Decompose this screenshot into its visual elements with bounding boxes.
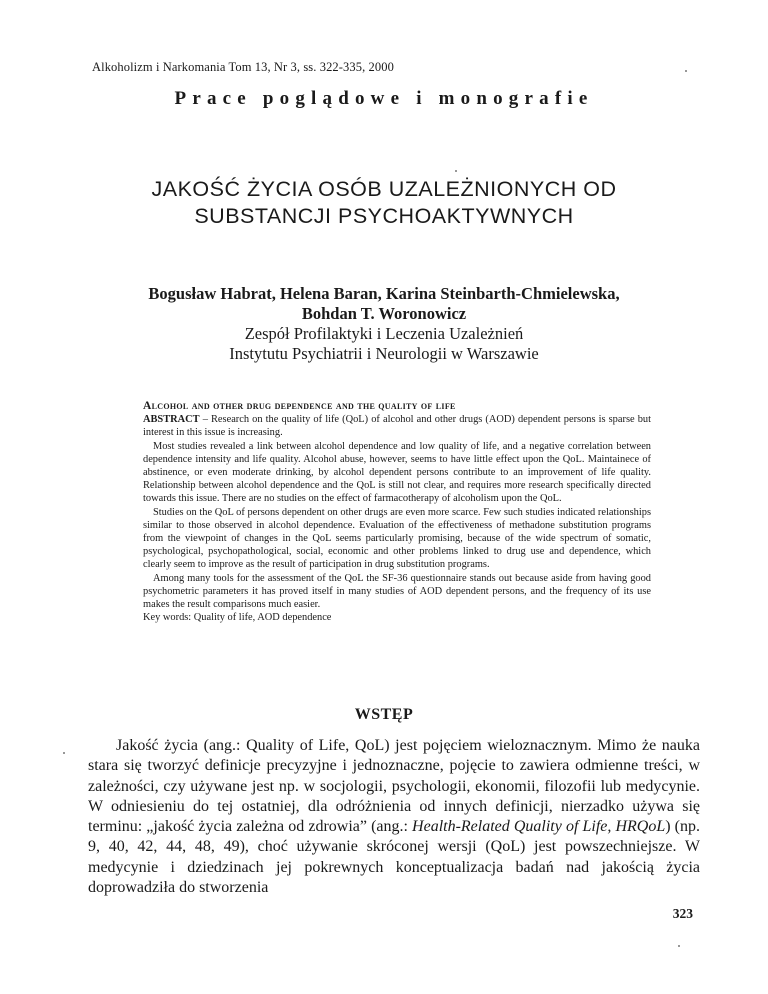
page-number: 323: [672, 906, 693, 921]
section-heading: Prace poglądowe i monografie: [174, 88, 594, 109]
author-block: [0, 284, 768, 364]
intro-text-italic: Health-Related Quality of Life, HRQoL: [412, 818, 666, 836]
intro-heading: WSTĘP: [354, 706, 414, 723]
scan-speck: [678, 945, 680, 947]
english-title: Alcohol and other drug dependence and the quality of life: [143, 400, 456, 412]
author-names-line-2: Bohdan T. Woronowicz: [301, 304, 467, 323]
affiliation-line-2: Instytutu Psychiatrii i Neurologii w Warszawie: [229, 344, 539, 363]
intro-text-a: Jakość życia (ang.: Quality of Life, QoL) jest pojęciem wieloznacznym. Mimo że nauka stara się tworzyć definicje precyzyjne i jednoznaczne, pojęcie to zawiera odmienne treści, w zależności, czy używane jest np. w socjologii, psychologii, ekonomii, filozofii lub medycynie. W odniesieniu do tej ostatniej, dla odróżnienia od innych definicji, nierzadko używa się terminu: „jakość życia zależna od zdrowia” (ang.:: [88, 737, 700, 836]
abstract-paragraph-4: Among many tools for the assessment of the QoL the SF-36 questionnaire stands out because aside from having good psychometric parameters it has proved itself in many studies of AOD dependent persons, and the frequency of its use makes the result comparisons much easier.: [143, 572, 651, 611]
abstract-paragraph-2: Most studies revealed a link between alcohol dependence and low quality of life, and a negative correlation between dependence intensity and life quality. Alcohol abuse, however, seems to have little effect upon the QoL. Maintainece of abstinence, or even moderate drinking, by alcohol dependent persons contribute to an improvement of life quality. Relationship between alcohol dependence and the QoL is still not clear, and requires more research specifically directed towards this issue. There are no studies on the effect of farmacotherapy of alcoholism upon the QoL.: [143, 440, 651, 505]
scan-speck: [685, 70, 687, 72]
intro-paragraph: [88, 736, 700, 898]
article-title-line-1: JAKOŚĆ ŻYCIA OSÓB UZALEŻNIONYCH OD: [151, 177, 617, 201]
author-names-line-1: Bogusław Habrat, Helena Baran, Karina Steinbarth-Chmielewska,: [148, 284, 620, 303]
keywords: Key words: Quality of life, AOD dependence: [143, 612, 332, 624]
article-title-line-2: SUBSTANCJI PSYCHOAKTYWNYCH: [194, 204, 574, 228]
abstract-label: ABSTRACT: [143, 414, 200, 426]
abstract-paragraph-1: [143, 413, 651, 439]
abstract-text-1: – Research on the quality of life (QoL) of alcohol and other drugs (AOD) dependent persons is sparse but interest in this issue is increasing.: [143, 414, 651, 439]
affiliation-line-1: Zespół Profilaktyki i Leczenia Uzależnień: [244, 324, 524, 343]
abstract-paragraph-3: Studies on the QoL of persons dependent on other drugs are even more scarce. Few such studies indicated relationships similar to those observed in alcohol dependence. Evaluation of the effectiveness of methadone substitution programs from the viewpoint of changes in the QoL seems particularly promising, because of the wide spectrum of somatic, psychological, psychopathological, social, economic and other problems linked to drug use and dependence, which clearly seem to improve as the result of participation in drug substitution programs.: [143, 506, 651, 571]
scan-speck: [63, 752, 65, 754]
intro-body: [88, 736, 700, 898]
scan-speck: [455, 170, 457, 172]
journal-citation: Alkoholizm i Narkomania Tom 13, Nr 3, ss. 322-335, 2000: [92, 60, 394, 74]
intro-text-b: ) (np. 9, 40, 42, 44, 48, 49), choć używanie skróconej wersji (QoL) jest powszechniejsze. W medycynie i dziedzinach jej pokrewnych konceptualizacja badań nad jakością życia doprowadziła do stworzenia: [88, 818, 700, 897]
article-title: [0, 176, 768, 230]
abstract: [143, 400, 651, 624]
